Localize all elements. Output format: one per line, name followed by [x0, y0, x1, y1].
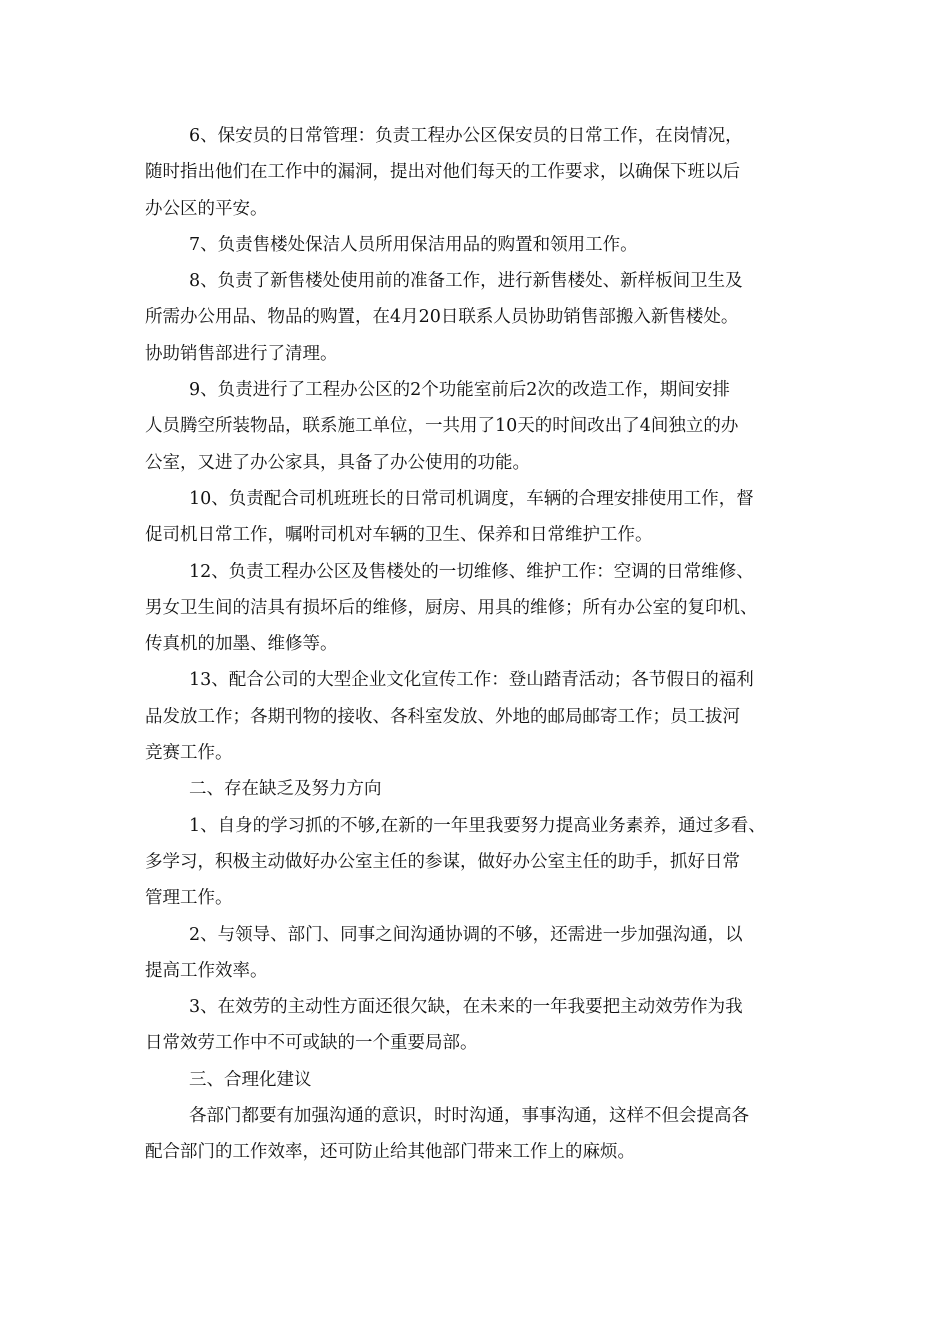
text-line: 传真机的加墨、维修等。 — [145, 634, 338, 655]
text-line: 二、存在缺乏及努力方向 — [189, 779, 382, 800]
text-line: 三、合理化建议 — [189, 1069, 312, 1090]
text-line: 协助销售部进行了清理。 — [145, 343, 338, 364]
document-page — [145, 118, 810, 1171]
text-line: 公室，又进了办公家具，具备了办公使用的功能。 — [145, 452, 530, 473]
text-line: 男女卫生间的洁具有损坏后的维修，厨房、用具的维修；所有办公室的复印机、 — [145, 597, 758, 618]
text-line: 2、与领导、部门、同事之间沟通协调的不够，还需进一步加强沟通，以 — [189, 924, 743, 945]
text-line: 9、负责进行了工程办公区的2个功能室前后2次的改造工作，期间安排 — [189, 380, 730, 401]
text-line: 多学习，积极主动做好办公室主任的参谋，做好办公室主任的助手，抓好日常 — [145, 851, 740, 872]
text-line: 10、负责配合司机班班长的日常司机调度，车辆的合理安排使用工作，督 — [189, 488, 754, 509]
text-line: 13、配合公司的大型企业文化宣传工作：登山踏青活动；各节假日的福利 — [189, 670, 754, 691]
text-line: 3、在效劳的主动性方面还很欠缺，在未来的一年我要把主动效劳作为我 — [189, 997, 743, 1018]
text-line: 7、负责售楼处保洁人员所用保洁用品的购置和领用工作。 — [189, 234, 638, 255]
text-line: 各部门都要有加强沟通的意识，时时沟通，事事沟通，这样不但会提高各 — [189, 1106, 749, 1127]
text-line: 日常效劳工作中不可或缺的一个重要局部。 — [145, 1033, 478, 1054]
text-line: 1、自身的学习抓的不够,在新的一年里我要努力提高业务素养，通过多看、 — [189, 815, 766, 836]
text-line: 随时指出他们在工作中的漏洞，提出对他们每天的工作要求，以确保下班以后 — [145, 162, 740, 183]
text-line: 8、负责了新售楼处使用前的准备工作，进行新售楼处、新样板间卫生及 — [189, 271, 743, 292]
text-line: 配合部门的工作效率，还可防止给其他部门带来工作上的麻烦。 — [145, 1142, 635, 1163]
text-line: 竞赛工作。 — [145, 743, 233, 764]
text-line: 6、保安员的日常管理：负责工程办公区保安员的日常工作，在岗情况， — [189, 126, 743, 146]
text-line: 品发放工作；各期刊物的接收、各科室发放、外地的邮局邮寄工作；员工拔河 — [145, 706, 740, 727]
text-line: 管理工作。 — [145, 888, 233, 909]
text-line: 所需办公用品、物品的购置，在4月20日联系人员协助销售部搬入新售楼处。 — [145, 307, 739, 328]
text-line: 促司机日常工作，嘱咐司机对车辆的卫生、保养和日常维护工作。 — [145, 525, 653, 546]
text-line: 办公区的平安。 — [145, 198, 268, 219]
text-line: 提高工作效率。 — [145, 960, 268, 981]
text-line: 12、负责工程办公区及售楼处的一切维修、维护工作：空调的日常维修、 — [189, 561, 754, 582]
text-line: 人员腾空所装物品，联系施工单位，一共用了10天的时间改出了4间独立的办 — [145, 416, 739, 437]
